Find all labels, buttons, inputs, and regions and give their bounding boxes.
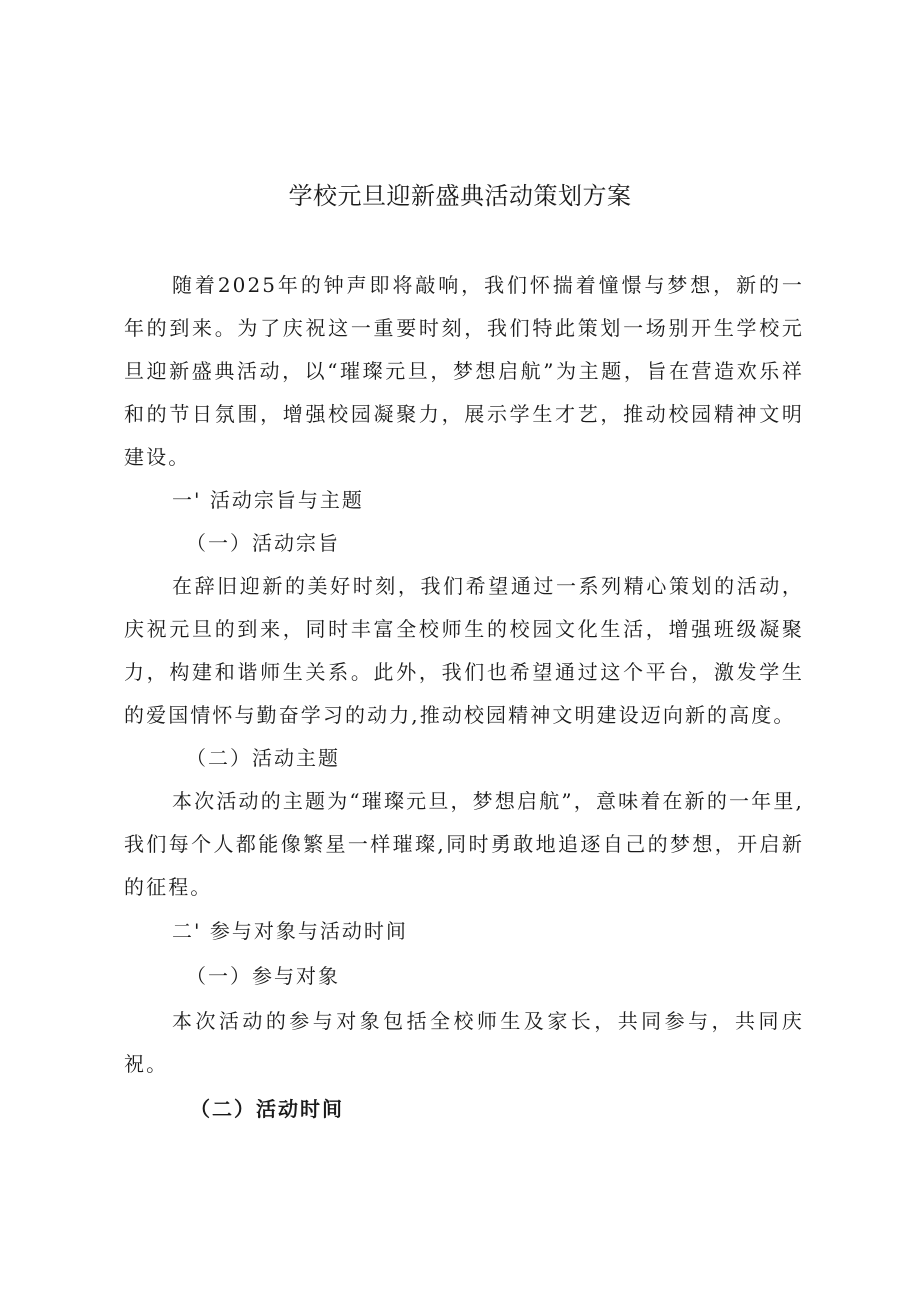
intro-paragraph: 随着2025年的钟声即将敲响，我们怀揣着憧憬与梦想，新的一年的到来。为了庆祝这一重要时刻，我们特此策划一场别开生学校元旦迎新盛典活动，以“璀璨元旦，梦想启航”为主题，旨在营造欢乐祥和的节日氛围，增强校园凝聚力，展示学生才艺，推动校园精神文明建设。 [124,273,804,469]
section-2-heading: 二' 参与对象与活动时间 [172,919,408,943]
section-1-subheading-theme: （二）活动主题 [186,746,340,770]
section-1-subheading-purpose: （一）活动宗旨 [186,531,340,555]
participants-paragraph: 本次活动的参与对象包括全校师生及家长，共同参与，共同庆祝。 [124,1009,804,1076]
purpose-paragraph: 在辞旧迎新的美好时刻，我们希望通过一系列精心策划的活动，庆祝元旦的到来，同时丰富全校师生的校园文化生活，增强班级凝聚力，构建和谐师生关系。此外，我们也希望通过这个平台，激发学生的爱国情怀与勤奋学习的动力,推动校园精神文明建设迈向新的高度。 [124,574,804,727]
section-2-subheading-participants: （一）参与对象 [186,964,340,988]
section-2-subheading-time: （二）活动时间 [190,1097,344,1121]
document-title: 学校元旦迎新盛典活动策划方案 [288,182,632,210]
theme-paragraph: 本次活动的主题为“璀璨元旦，梦想启航”，意味着在新的一年里,我们每个人都能像繁星一样璀璨,同时勇敢地追逐自己的梦想，开启新的征程。 [124,789,804,899]
section-1-heading: 一' 活动宗旨与主题 [172,488,364,512]
